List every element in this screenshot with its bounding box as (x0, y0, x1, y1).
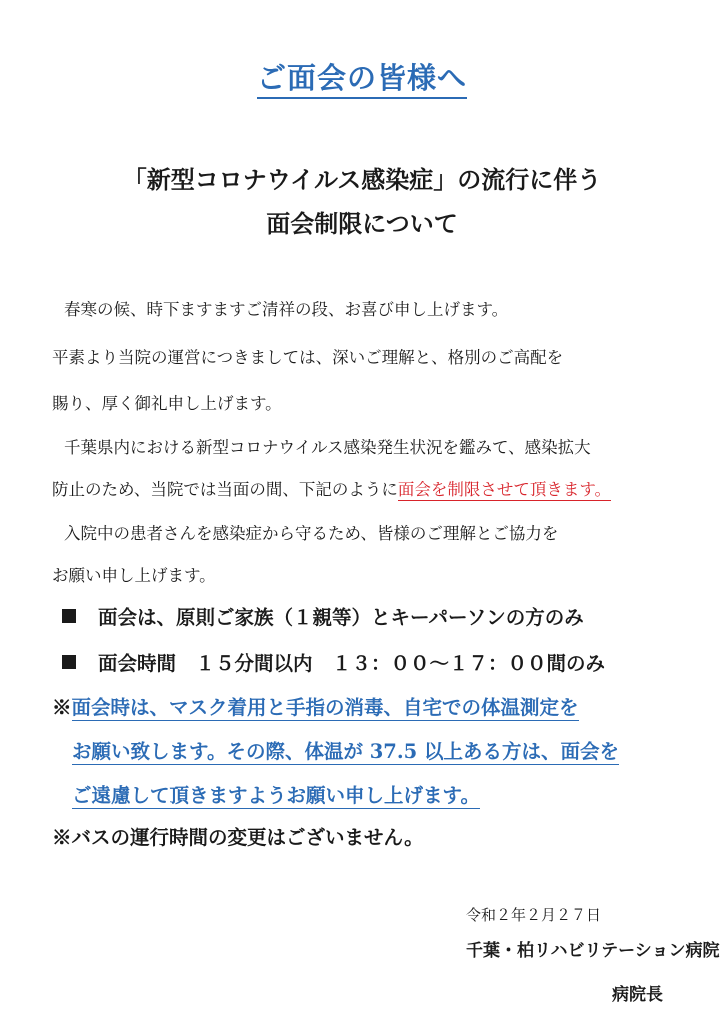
director-title: 病院長 (612, 985, 663, 1005)
bullet-visitors-text: 面会は、原則ご家族（１親等）とキーパーソンの方のみ (98, 606, 584, 629)
body-line-5-text: 防止のため、当院では当面の間、下記のように (52, 480, 398, 499)
issue-date: 令和２年２月２７日 (466, 906, 602, 924)
page-title-text: ご面会の皆様へ (257, 61, 467, 99)
body-line-6: 入院中の患者さんを感染症から守るため、皆様のご理解とご協力を (64, 524, 559, 543)
hospital-name: 千葉・柏リハビリテーション病院 (466, 941, 720, 961)
mask-note-line-1 (52, 692, 579, 720)
body-line-7: お願い申し上げます。 (52, 566, 216, 585)
mask-note-line-2 (72, 736, 619, 764)
square-bullet-icon (62, 655, 76, 669)
body-line-5 (52, 476, 611, 500)
mask-note-line-2-text: お願い致します。その際、体温が 37.5 以上ある方は、面会を (72, 740, 620, 763)
bullet-hours-text: 面会時間 １５分間以内 １３：００〜１７：００間のみ (98, 652, 606, 675)
mask-note-line-3 (72, 780, 480, 808)
restriction-highlight: 面会を制限させて頂きます。 (397, 480, 612, 499)
page-title (0, 56, 724, 97)
body-line-3: 賜り、厚く御礼申し上げます。 (52, 394, 282, 413)
greeting-line: 春寒の候、時下ますますご清祥の段、お喜び申し上げます。 (64, 300, 509, 319)
subtitle-line-1: 「新型コロナウイルス感染症」の流行に伴う (122, 165, 602, 194)
bullet-hours (62, 648, 605, 676)
mask-note-line-3-text: ご遠慮して頂きますようお願い申し上げます。 (72, 784, 480, 807)
bullet-visitors (62, 602, 584, 630)
body-line-2: 平素より当院の運営につきましては、深いご理解と、格別のご高配を (52, 348, 564, 367)
square-bullet-icon (62, 609, 76, 623)
note-mark: ※ (52, 696, 72, 719)
body-line-4: 千葉県内における新型コロナウイルス感染発生状況を鑑みて、感染拡大 (64, 438, 591, 457)
mask-note-line-1-text: 面会時は、マスク着用と手指の消毒、自宅での体温測定を (71, 696, 579, 719)
bus-note: ※バスの運行時間の変更はございません。 (52, 826, 424, 849)
subtitle-line-2: 面会制限について (266, 209, 458, 238)
